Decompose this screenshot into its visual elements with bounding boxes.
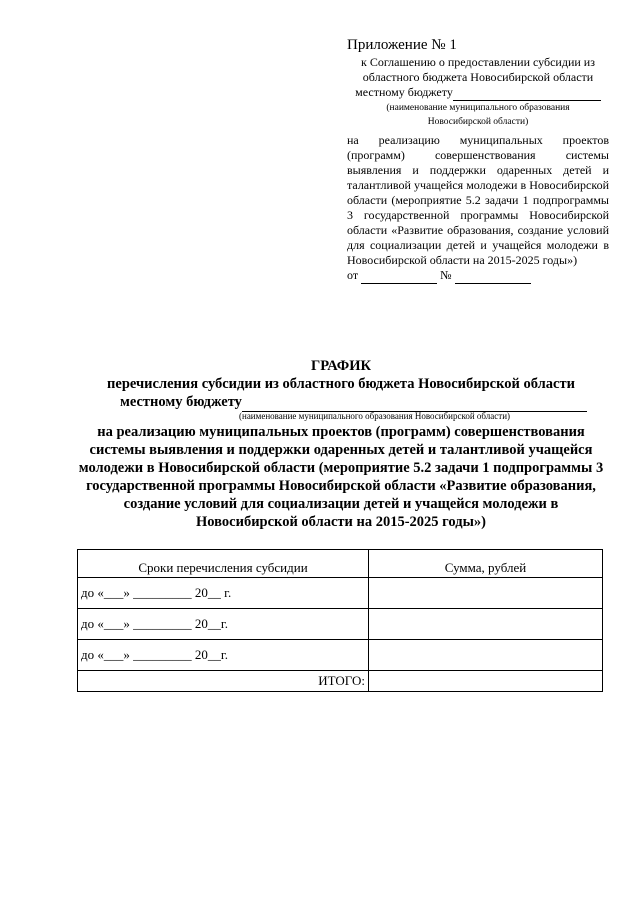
appendix-recipient-label: местному бюджету	[355, 85, 453, 99]
appendix-date-number-line	[347, 268, 609, 284]
date-blank-line	[361, 268, 437, 284]
schedule-recipient-note: (наименование муниципального образования Новосибирской области)	[239, 411, 511, 421]
appendix-block	[347, 36, 609, 284]
total-label: ИТОГО:	[78, 671, 369, 692]
appendix-line-2: областного бюджета Новосибирской области	[362, 70, 594, 84]
row-amount-cell	[369, 609, 603, 640]
recipient-blank-line	[453, 85, 601, 101]
schedule-line-2	[76, 393, 606, 412]
appendix-title: Приложение № 1	[347, 37, 457, 53]
header-terms: Сроки перечисления субсидии	[78, 550, 369, 578]
schedule-recipient-label: местному бюджету	[120, 394, 242, 410]
appendix-note-2: Новосибирской области)	[427, 117, 529, 127]
table-row	[78, 640, 603, 671]
schedule-line-1: перечисления субсидии из областного бюджета Новосибирской области	[107, 376, 575, 392]
table-row	[78, 578, 603, 609]
header-amount: Сумма, рублей	[369, 550, 603, 578]
total-amount-cell	[369, 671, 603, 692]
payment-schedule-table	[77, 549, 603, 692]
schedule-title: ГРАФИК	[310, 358, 372, 374]
appendix-purpose: на реализацию муниципальных проектов (программ) совершенствования системы выявления и поддержки одаренных детей и талантливой учащейся молодежи в Новосибирской области (мероприятие 5.2 задачи 1 подпрограммы 3 государственной программы Новосибирской области «Развитие образования, создание условий для социализации детей и учащейся молодежи в Новосибирской области на 2015-2025 годы»)	[347, 133, 609, 267]
row-date-cell: до «___» _________ 20__г.	[78, 640, 369, 671]
schedule-recipient-blank-line	[242, 393, 587, 412]
number-label: №	[440, 268, 452, 282]
appendix-note-1: (наименование муниципального образования	[386, 103, 570, 113]
number-blank-line	[455, 268, 531, 284]
schedule-heading	[76, 357, 606, 531]
table-header-row	[78, 550, 603, 578]
row-amount-cell	[369, 640, 603, 671]
appendix-line-1: к Соглашению о предоставлении субсидии из	[361, 55, 595, 69]
schedule-body: на реализацию муниципальных проектов (программ) совершенствования системы выявления и поддержки одаренных детей и талантливой учащейся молодежи в Новосибирской области (мероприятие 5.2 задачи 1 подпрограммы 3 государственной программы Новосибирской области «Развитие образования, создание условий для социализации детей и учащейся молодежи в Новосибирской области на 2015-2025 годы»)	[78, 424, 604, 530]
table-total-row	[78, 671, 603, 692]
row-date-cell: до «___» _________ 20__г.	[78, 609, 369, 640]
appendix-line-3	[347, 85, 609, 101]
from-label: от	[347, 268, 359, 282]
row-date-cell: до «___» _________ 20__ г.	[78, 578, 369, 609]
table-row	[78, 609, 603, 640]
row-amount-cell	[369, 578, 603, 609]
